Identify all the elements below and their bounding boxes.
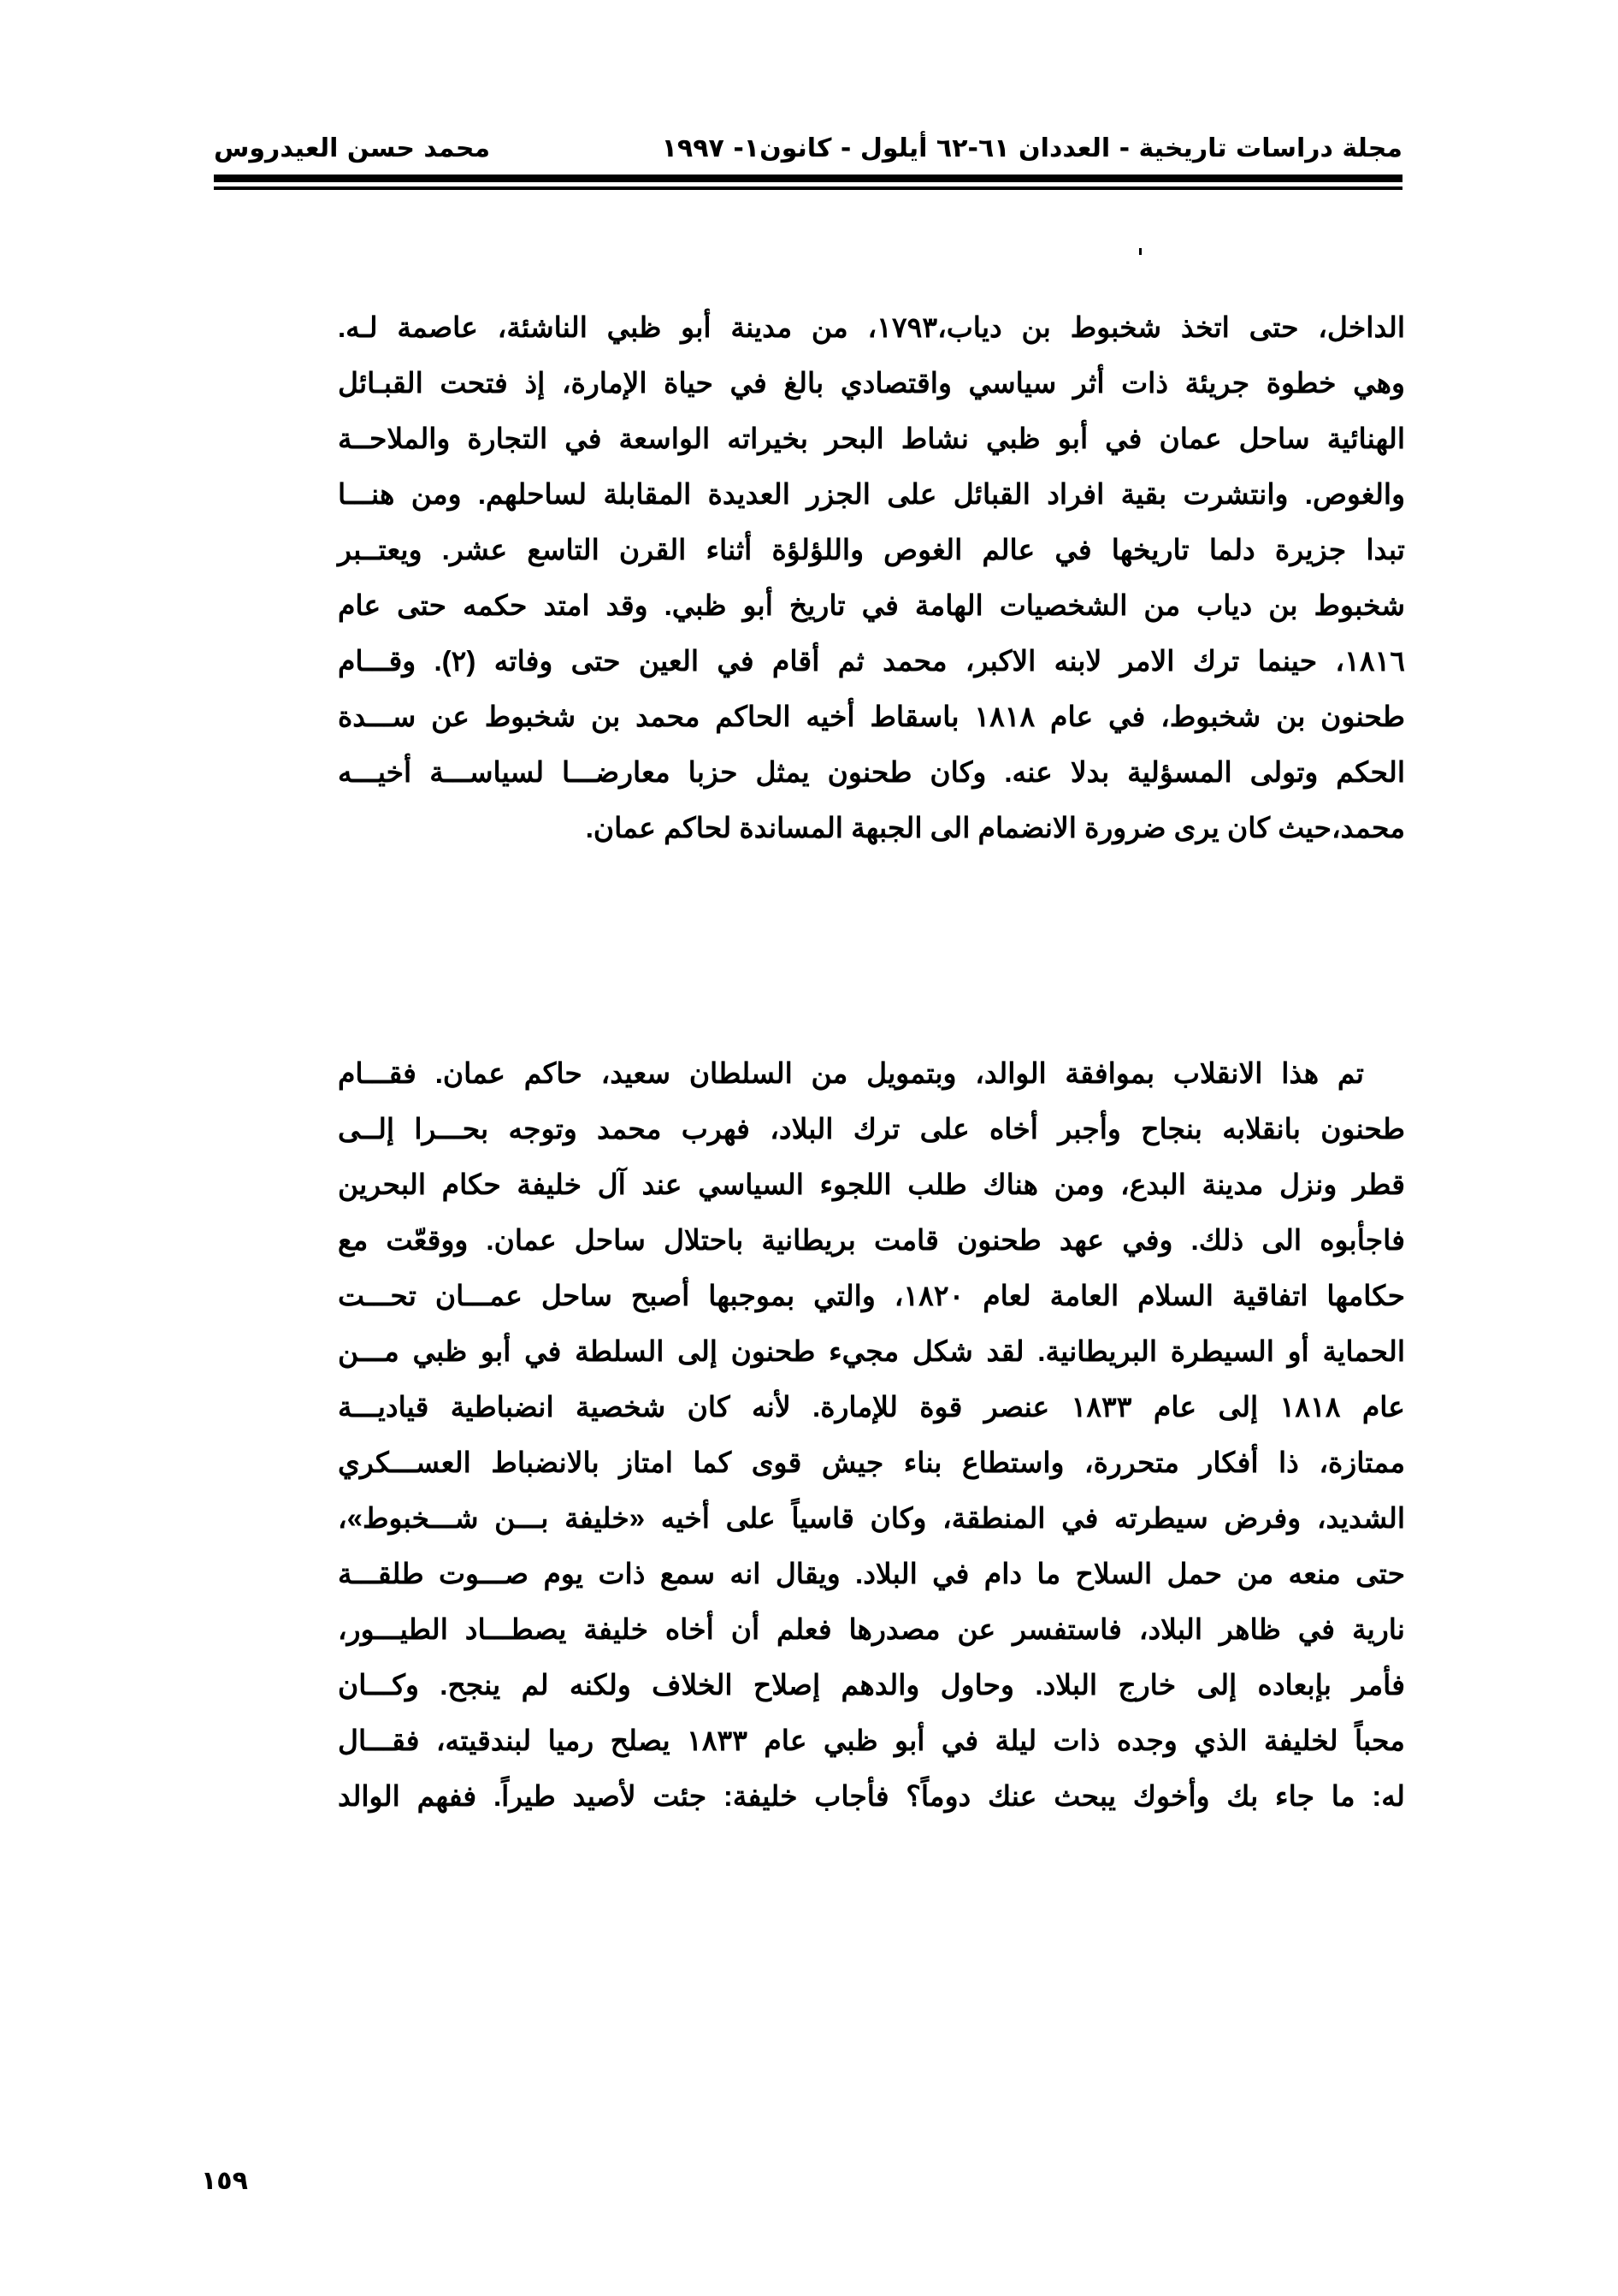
stray-mark [1139, 248, 1142, 255]
text-line: الشديد، وفرض سيطرته في المنطقة، وكان قاسياً على أخيه «خليفة بـــن شـــخبوط»، [338, 1502, 1405, 1534]
paragraph-1 [338, 299, 1405, 855]
text-line: الحكم وتولى المسؤلية بدلا عنه. وكان طحنون يمثل حزبا معارضـــا لسياســـة أخيـــه [338, 756, 1405, 788]
text-line: طحنون بانقلابه بنجاح وأجبر أخاه على ترك البلاد، فهرب محمد وتوجه بحـــرا إلــى [338, 1113, 1405, 1145]
text-line: فاجأبوه الى ذلك. وفي عهد طحنون قامت بريطانية باحتلال ساحل عمان. ووقعّت مع [338, 1224, 1405, 1256]
text-line: الداخل، حتى اتخذ شخبوط بن دياب،١٧٩٣، من مدينة أبو ظبي الناشئة، عاصمة لـه. [338, 311, 1405, 343]
text-line: والغوص. وانتشرت بقية افراد القبائل على الجزر العديدة المقابلة لساحلهم. ومن هنـــا [338, 478, 1405, 510]
text-line: وهي خطوة جريئة ذات أثر سياسي واقتصادي بالغ في حياة الإمارة، إذ فتحت القبـائل [338, 367, 1405, 399]
journal-title: مجلة دراسات تاريخية - العددان ٦١-٦٢ أيلول - كانون١- ١٩٩٧ [661, 133, 1402, 163]
text-line: حكامها اتفاقية السلام العامة لعام ١٨٢٠، والتي بموجبها أصبح ساحل عمـــان تحـــت [338, 1280, 1405, 1311]
text-line: الهنائية ساحل عمان في أبو ظبي نشاط البحر بخيراته الواسعة في التجارة والملاحــة [338, 423, 1405, 454]
text-line: ممتازة، ذا أفكار متحررة، واستطاع بناء جيش قوى كما امتاز بالانضباط العســـكري [338, 1447, 1405, 1478]
text-line: حتى منعه من حمل السلاح ما دام في البلاد. ويقال انه سمع ذات يوم صـــوت طلقـــة [338, 1558, 1405, 1589]
header-rule-thick [214, 175, 1402, 182]
page-number: ١٥٩ [201, 2166, 248, 2196]
header-rule-thin [214, 186, 1402, 190]
text-line: ١٨١٦، حينما ترك الامر لابنه الاكبر، محمد ثم أقام في العين حتى وفاته (٢). وقـــام [338, 645, 1405, 677]
text-line: عام ١٨١٨ إلى عام ١٨٣٣ عنصر قوة للإمارة. لأنه كان شخصية انضباطية قياديـــة [338, 1391, 1406, 1423]
text-line: تم هذا الانقلاب بموافقة الوالد، وبتمويل من السلطان سعيد، حاكم عمان. فقـــام [338, 1057, 1364, 1089]
text-line: قطر ونزل مدينة البدع، ومن هناك طلب اللجوء السياسي عند آل خليفة حكام البحرين [338, 1169, 1405, 1200]
text-line: الحماية أو السيطرة البريطانية. لقد شكل مجيء طحنون إلى السلطة في أبو ظبي مـــن [338, 1335, 1405, 1367]
text-line: طحنون بن شخبوط، في عام ١٨١٨ باسقاط أخيه الحاكم محمد بن شخبوط عن ســـدة [338, 701, 1405, 732]
author-name: محمد حسن العيدروس [214, 133, 491, 163]
running-header [214, 128, 1402, 171]
text-line: شخبوط بن دياب من الشخصيات الهامة في تاريخ أبو ظبي. وقد امتد حكمه حتى عام [338, 589, 1405, 621]
text-line: فأمر بإبعاده إلى خارج البلاد. وحاول والدهم إصلاح الخلاف ولكنه لم ينجح. وكـــان [338, 1669, 1405, 1701]
text-line: نارية في ظاهر البلاد، فاستفسر عن مصدرها فعلم أن أخاه خليفة يصطـــاد الطيـــور، [338, 1613, 1405, 1645]
text-line: محمد،حيث كان يرى ضرورة الانضمام الى الجبهة المساندة لحاكم عمان. [585, 812, 1405, 843]
paragraph-2 [338, 1045, 1405, 1824]
text-line: محباً لخليفة الذي وجده ذات ليلة في أبو ظبي عام ١٨٣٣ يصلح رميا لبندقيته، فقـــال [338, 1725, 1405, 1756]
text-line: له: ما جاء بك وأخوك يبحث عنك دوماً؟ فأجاب خليفة: جئت لأصيد طيراً. ففهم الوالد [338, 1780, 1405, 1812]
text-line: تبدا جزيرة دلما تاريخها في عالم الغوص واللؤلؤة أثناء القرن التاسع عشر. ويعتــبر [338, 534, 1405, 565]
